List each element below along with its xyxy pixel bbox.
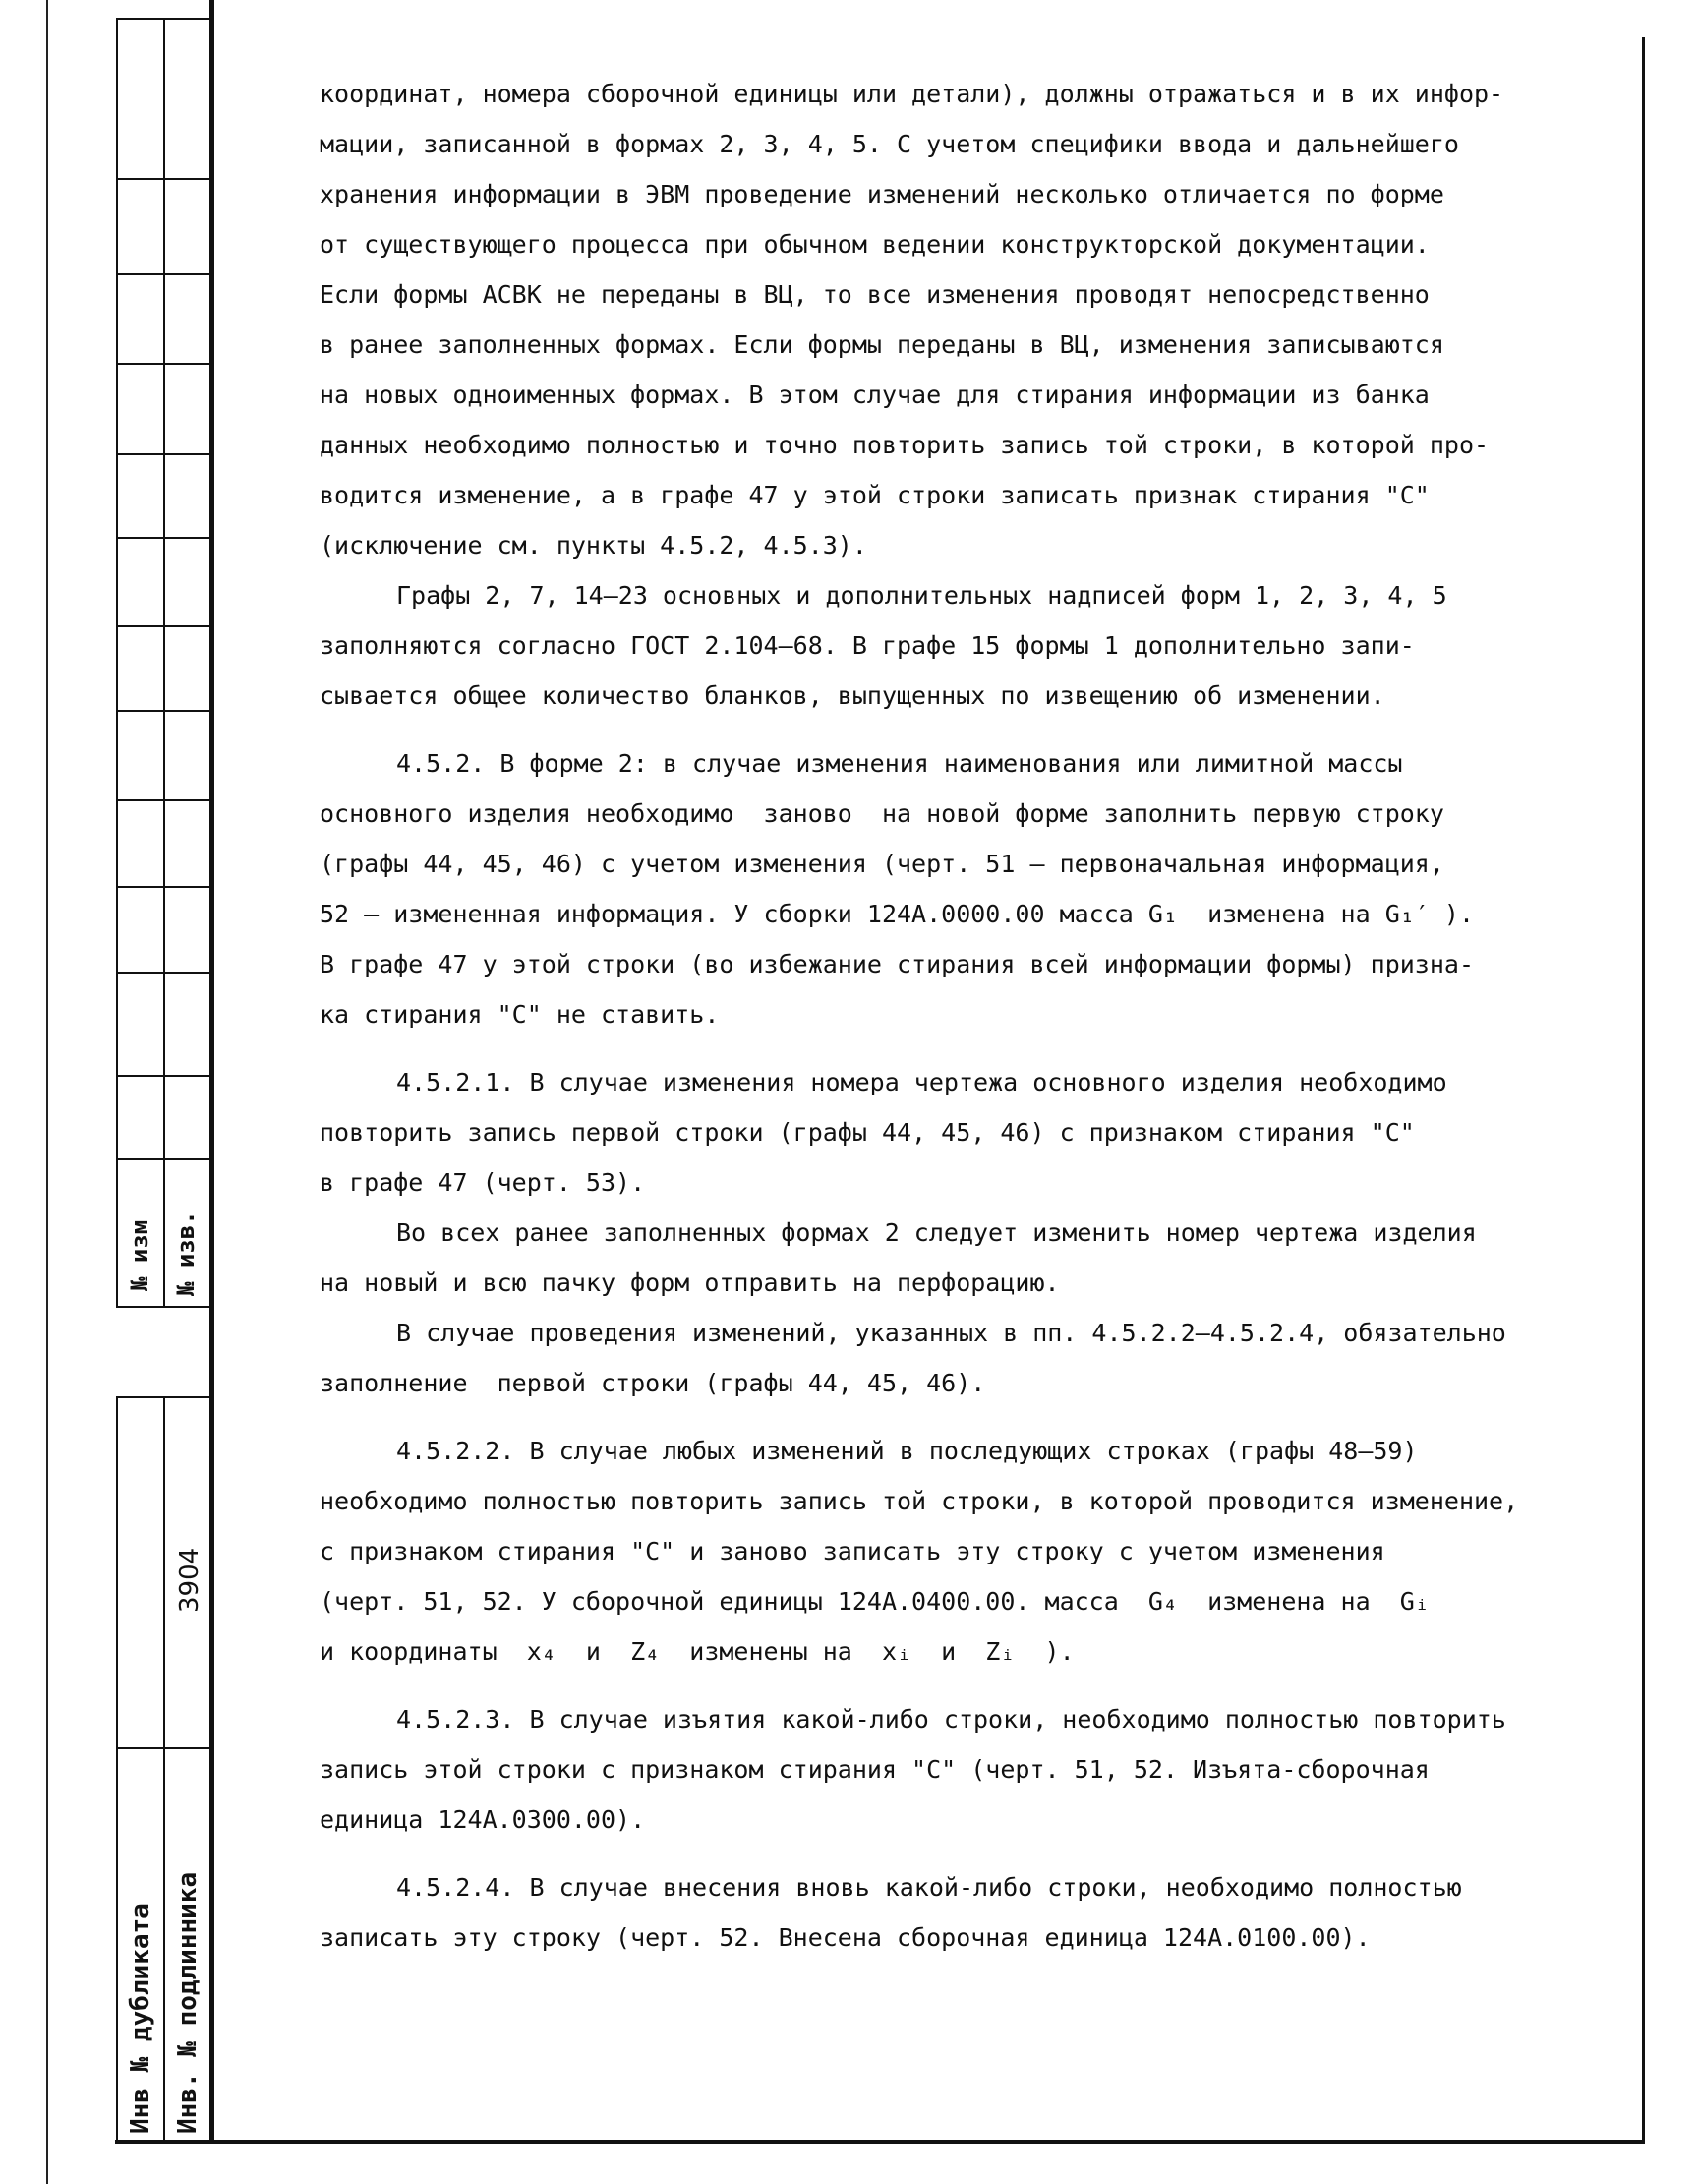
text-line: водится изменение, а в графе 47 у этой строки записать признак стирания "С": [320, 481, 1430, 509]
text-line: основного изделия необходимо заново на новой форме заполнить первую строку: [320, 799, 1444, 828]
text-line: на новый и всю пачку форм отправить на перфорацию.: [320, 1269, 1060, 1297]
inventory-number: 3904: [175, 1547, 205, 1613]
text-line: в графе 47 (черт. 53).: [320, 1168, 646, 1197]
section-4-5-2-1: [320, 1057, 1617, 1208]
text-line: хранения информации в ЭВМ проведение изменений несколько отличается по форме: [320, 180, 1444, 208]
side-label-duplicate: Инв № дубликата: [126, 1903, 155, 2134]
text-line: единица 124А.0300.00).: [320, 1805, 646, 1834]
side-label-original: Инв. № подлинника: [173, 1871, 203, 2134]
document-body: [320, 69, 1617, 1963]
text-line: на новых одноименных формах. В этом случае для стирания информации из банка: [320, 381, 1430, 409]
text-line: в ранее заполненных формах. Если формы переданы в ВЦ, изменения записываются: [320, 330, 1444, 359]
text-line: (исключение см. пункты 4.5.2, 4.5.3).: [320, 531, 867, 560]
paragraph: [320, 1308, 1617, 1408]
frame-bottom-border: [115, 2140, 1645, 2144]
paragraph: [320, 570, 1617, 721]
paragraph: [320, 69, 1617, 570]
section-4-5-2-2: [320, 1426, 1617, 1677]
text-line: записать эту строку (черт. 52. Внесена сборочная единица 124А.0100.00).: [320, 1923, 1371, 1952]
text-line: заполняются согласно ГОСТ 2.104–68. В графе 15 формы 1 дополнительно запи-: [320, 631, 1415, 660]
inventory-grid: [116, 1396, 211, 2144]
text-line: повторить запись первой строки (графы 44, 45, 46) с признаком стирания "С": [320, 1118, 1415, 1147]
text-line: ка стирания "С" не ставить.: [320, 1000, 720, 1029]
text-line: и координаты x₄ и Z₄ изменены на xᵢ и Zᵢ ).: [320, 1637, 1075, 1666]
text-line: необходимо полностью повторить запись той строки, в которой проводится изменение,: [320, 1487, 1519, 1515]
text-line: заполнение первой строки (графы 44, 45, 46).: [320, 1369, 986, 1397]
section-4-5-2: [320, 738, 1617, 1039]
text-line: Если формы АСВК не переданы в ВЦ, то все изменения проводят непосредственно: [320, 280, 1430, 309]
text-line: Во всех ранее заполненных формах 2 следует изменить номер чертежа изделия: [396, 1218, 1477, 1247]
text-line: Графы 2, 7, 14–23 основных и дополнительных надписей форм 1, 2, 3, 4, 5: [396, 581, 1447, 610]
text-line: 52 – измененная информация. У сборки 124А.0000.00 масса G₁ изменена на G₁′ ).: [320, 900, 1474, 928]
text-line: 4.5.2.2. В случае любых изменений в последующих строках (графы 48–59): [396, 1437, 1418, 1465]
text-line: запись этой строки с признаком стирания "С" (черт. 51, 52. Изъята-сборочная: [320, 1755, 1430, 1784]
revision-grid: [116, 18, 211, 1308]
text-line: с признаком стирания "С" и заново записать эту строку с учетом изменения: [320, 1537, 1385, 1565]
text-line: 4.5.2.4. В случае внесения вновь какой-либо строки, необходимо полностью: [396, 1873, 1462, 1902]
text-line: В графе 47 у этой строки (во избежание стирания всей информации формы) призна-: [320, 950, 1474, 978]
text-line: мации, записанной в формах 2, 3, 4, 5. С учетом специфики ввода и дальнейшего: [320, 130, 1459, 158]
side-label-izm: № изм: [126, 1219, 153, 1291]
text-line: В случае проведения изменений, указанных в пп. 4.5.2.2–4.5.2.4, обязательно: [396, 1319, 1506, 1347]
side-label-izv: № изв.: [172, 1210, 200, 1296]
text-line: (черт. 51, 52. У сборочной единицы 124А.0400.00. масса G₄ изменена на Gᵢ: [320, 1587, 1430, 1616]
text-line: от существующего процесса при обычном ведении конструкторской документации.: [320, 230, 1430, 259]
section-4-5-2-4: [320, 1862, 1617, 1963]
text-line: сывается общее количество бланков, выпущенных по извещению об изменении.: [320, 681, 1385, 710]
text-line: координат, номера сборочной единицы или детали), должны отражаться и в их инфор-: [320, 80, 1504, 108]
text-line: (графы 44, 45, 46) с учетом изменения (черт. 51 – первоначальная информация,: [320, 850, 1444, 878]
text-line: 4.5.2.1. В случае изменения номера чертежа основного изделия необходимо: [396, 1068, 1447, 1096]
margin-line: [46, 0, 48, 2184]
text-line: данных необходимо полностью и точно повторить запись той строки, в которой про-: [320, 431, 1490, 459]
section-4-5-2-3: [320, 1694, 1617, 1845]
text-line: 4.5.2. В форме 2: в случае изменения наименования или лимитной массы: [396, 749, 1403, 778]
frame-right-border: [1642, 37, 1645, 2143]
paragraph: [320, 1208, 1617, 1308]
text-line: 4.5.2.3. В случае изъятия какой-либо строки, необходимо полностью повторить: [396, 1705, 1506, 1734]
